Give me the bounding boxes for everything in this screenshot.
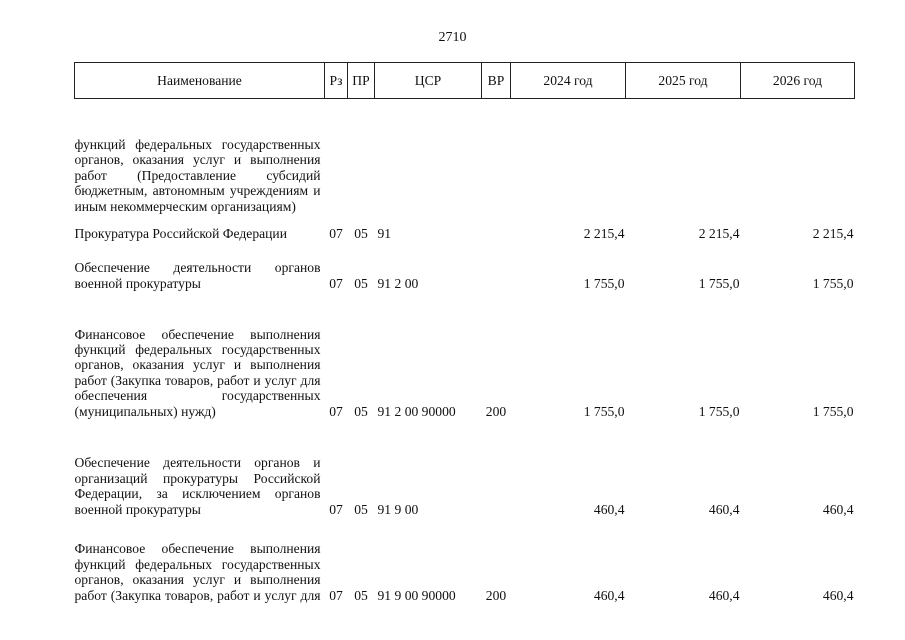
row-pr: 05 [354, 275, 368, 291]
row-vr [482, 99, 511, 217]
row-name: Финансовое обеспечение выполнения функций федеральных государственных органов, оказания услуг и выполнения работ (Закупка товаров, работ и услуг для [74, 541, 321, 603]
header-2024: 2024 год [511, 63, 626, 99]
row-2024: 460,4 [593, 587, 625, 603]
row-pr [348, 99, 375, 217]
row-2025 [626, 99, 741, 217]
row-name: Обеспечение деятельности органов и организаций прокуратуры Российской Федерации, за исключением органов военной прокуратуры [74, 455, 321, 517]
row-vr [482, 425, 511, 523]
row-rz: 07 [329, 275, 343, 291]
row-csr: 91 2 00 [377, 275, 419, 291]
row-csr: 91 9 00 90000 [377, 587, 456, 603]
row-2024 [511, 99, 626, 217]
row-pr: 05 [354, 403, 368, 419]
row-2026 [741, 99, 855, 217]
row-csr [375, 99, 482, 217]
row-2024: 460,4 [593, 501, 625, 517]
table-row [75, 523, 855, 603]
row-2026: 2 215,4 [812, 225, 854, 241]
header-csr: ЦСР [375, 63, 482, 99]
row-pr: 05 [354, 501, 368, 517]
row-2024: 1 755,0 [583, 403, 625, 419]
header-name: Наименование [75, 63, 325, 99]
row-2025: 460,4 [708, 501, 740, 517]
header-pr: ПР [348, 63, 375, 99]
page-number: 2710 [438, 30, 467, 45]
table-row [75, 297, 855, 425]
budget-table [74, 62, 855, 603]
row-csr: 91 2 00 90000 [377, 403, 456, 419]
row-vr [482, 216, 511, 247]
row-name: Финансовое обеспечение выполнения функций федеральных государственных органов, оказания услуг и выполнения работ (Закупка товаров, работ и услуг для обеспечения государственных (муниципальных) нужд) [74, 326, 321, 419]
table-header-row [75, 63, 855, 99]
row-pr: 05 [354, 587, 368, 603]
row-csr: 91 9 00 [377, 501, 419, 517]
row-rz: 07 [329, 587, 343, 603]
row-pr: 05 [354, 225, 368, 241]
row-2025: 460,4 [708, 587, 740, 603]
row-csr: 91 [377, 225, 392, 241]
row-rz: 07 [329, 225, 343, 241]
table-row [75, 247, 855, 297]
table-row [75, 216, 855, 247]
header-vr: ВР [482, 63, 511, 99]
row-2024: 1 755,0 [583, 275, 625, 291]
row-vr: 200 [485, 403, 507, 419]
row-2025: 1 755,0 [698, 275, 740, 291]
row-2026: 460,4 [822, 501, 854, 517]
row-2025: 1 755,0 [698, 403, 740, 419]
row-rz [325, 99, 348, 217]
header-2026: 2026 год [741, 63, 855, 99]
row-rz: 07 [329, 403, 343, 419]
row-2025: 2 215,4 [698, 225, 740, 241]
row-name: функций федеральных государственных органов, оказания услуг и выполнения работ (Предоставление субсидий бюджетным, автономным учреждениям и иным некоммерческим организациям) [74, 136, 321, 214]
row-vr: 200 [485, 587, 507, 603]
row-name: Обеспечение деятельности органов военной прокуратуры [74, 260, 321, 291]
table-row [75, 99, 855, 217]
row-2026: 1 755,0 [812, 275, 854, 291]
row-2024: 2 215,4 [583, 225, 625, 241]
header-rz: Рз [325, 63, 348, 99]
row-2026: 1 755,0 [812, 403, 854, 419]
header-2025: 2025 год [626, 63, 741, 99]
row-2026: 460,4 [822, 587, 854, 603]
row-vr [482, 247, 511, 297]
row-rz: 07 [329, 501, 343, 517]
table-row [75, 425, 855, 523]
row-name: Прокуратура Российской Федерации [74, 225, 287, 241]
